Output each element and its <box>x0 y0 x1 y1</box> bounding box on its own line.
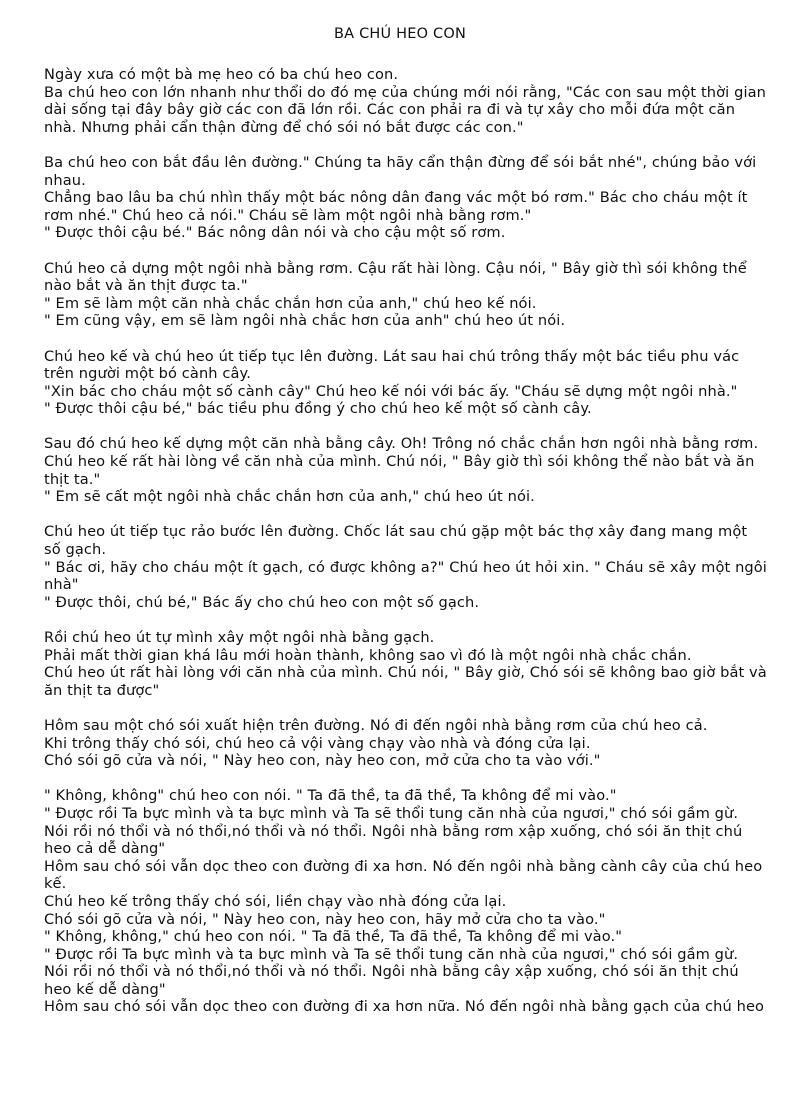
text-line: Hôm sau một chó sói xuất hiện trên đường. Nó đi đến ngôi nhà bằng rơm của chú heo cả. <box>44 716 708 734</box>
text-line: " Em sẽ làm một căn nhà chắc chắn hơn của anh," chú heo kế nói. <box>44 294 537 312</box>
text-line: " Không, không," chú heo con nói. " Ta đã thề, Ta đã thề, Ta không để mi vào." <box>44 928 623 946</box>
text-line: "Xin bác cho cháu một số cành cây" Chú heo kế nói với bác ấy. "Cháu sẽ dựng một ngôi nhà." <box>44 382 738 400</box>
story-paragraph <box>44 348 764 418</box>
text-line: " Em sẽ cất một ngôi nhà chắc chắn hơn của anh," chú heo út nói. <box>44 488 535 506</box>
story-paragraph <box>44 154 764 242</box>
text-line: Khi trông thấy chó sói, chú heo cả vội vàng chạy vào nhà và đóng cửa lại. <box>44 734 591 752</box>
text-line: heo kế dễ dàng" <box>44 980 166 998</box>
text-line: ăn thịt ta được" <box>44 681 160 699</box>
text-line: Ngày xưa có một bà mẹ heo có ba chú heo con. <box>44 66 399 83</box>
text-line: dài sống tại đây bây giờ các con đã lớn rồi. Các con phải ra đi và tự xây cho mỗi đứa một căn <box>44 101 736 119</box>
text-line: Chú heo kế trông thấy chó sói, liền chạy vào nhà đóng cửa lại. <box>44 892 507 910</box>
text-line: " Không, không" chú heo con nói. " Ta đã thề, ta đã thề, Ta không để mi vào." <box>44 787 617 805</box>
text-line: nào bắt và ăn thịt được ta." <box>44 277 248 295</box>
text-line: Chú heo út rất hài lòng với căn nhà của mình. Chú nói, " Bây giờ, Chó sói sẽ không bao giờ bắt và <box>44 664 767 682</box>
text-line: Nói rồi nó thổi và nó thổi,nó thổi và nó thổi. Ngôi nhà bằng rơm xập xuống, chó sói ăn thịt chú <box>44 822 743 840</box>
text-line: Sau đó chú heo kế dựng một căn nhà bằng cây. Oh! Trông nó chắc chắn hơn ngôi nhà bằng rơm. <box>44 435 759 453</box>
text-line: rơm nhé." Chú heo cả nói." Cháu sẽ làm một ngôi nhà bằng rơm." <box>44 206 532 224</box>
story-paragraph <box>44 435 764 505</box>
story-body <box>44 66 767 1034</box>
story-paragraph <box>44 523 767 611</box>
text-line: " Được thôi, chú bé," Bác ấy cho chú heo con một số gạch. <box>44 593 480 611</box>
text-line: " Được thôi cậu bé," bác tiều phu đồng ý cho chú heo kế một số cành cây. <box>44 400 592 418</box>
text-line: nhau. <box>44 171 86 189</box>
text-line: " Được thôi cậu bé." Bác nông dân nói và cho cậu một số rơm. <box>44 224 506 242</box>
text-line: " Bác ơi, hãy cho cháu một ít gạch, có được không a?" Chú heo út hỏi xin. " Cháu sẽ xây một ngôi <box>44 558 767 576</box>
text-line: nhà" <box>44 576 79 594</box>
text-line: " Được rồi Ta bực mình và ta bực mình và Ta sẽ thổi tung căn nhà của ngươi," chó sói gầm gừ. <box>44 804 739 822</box>
story-paragraph <box>44 66 764 136</box>
text-line: Phải mất thời gian khá lâu mới hoàn thành, không sao vì đó là một ngôi nhà chắc chắn. <box>44 646 692 664</box>
text-line: Hôm sau chó sói vẫn dọc theo con đường đi xa hơn nữa. Nó đến ngôi nhà bằng gạch của chú heo <box>44 998 765 1016</box>
text-line: Chú heo út tiếp tục rảo bước lên đường. Chốc lát sau chú gặp một bác thợ xây đang mang một <box>44 523 748 541</box>
text-line: " Em cũng vậy, em sẽ làm ngôi nhà chắc hơn của anh" chú heo út nói. <box>44 312 566 330</box>
text-line: Rồi chú heo út tự mình xây một ngôi nhà bằng gạch. <box>44 629 435 646</box>
story-paragraph <box>44 717 764 770</box>
text-line: số gạch. <box>44 541 107 559</box>
text-line: Chú heo kế rất hài lòng về căn nhà của mình. Chú nói, " Bây giờ thì sói không thể nào bắt và ăn <box>44 453 755 471</box>
text-line: kế. <box>44 875 67 893</box>
text-line: Chú heo cả dựng một ngôi nhà bằng rơm. Cậu rất hài lòng. Cậu nói, " Bây giờ thì sói không thể <box>44 259 747 277</box>
story-paragraph <box>44 629 767 699</box>
text-line: Chẳng bao lâu ba chú nhìn thấy một bác nông dân đang vác một bó rơm." Bác cho cháu một ít <box>44 189 748 207</box>
text-line: heo cả dễ dàng" <box>44 840 166 858</box>
text-line: Chó sói gõ cửa và nói, " Này heo con, này heo con, hãy mở cửa cho ta vào." <box>44 910 606 928</box>
story-paragraph <box>44 260 764 330</box>
text-line: " Được rồi Ta bực mình và ta bực mình và Ta sẽ thổi tung căn nhà của ngươi," chó sói gầm gừ. <box>44 945 739 963</box>
text-line: Chó sói gõ cửa và nói, " Này heo con, này heo con, mở cửa cho ta vào với." <box>44 752 601 770</box>
text-line: Ba chú heo con lớn nhanh như thổi do đó mẹ của chúng mới nói rằng, "Các con sau một thời gian <box>44 83 766 101</box>
document-title: BA CHÚ HEO CON <box>334 26 466 42</box>
text-line: Ba chú heo con bắt đầu lên đường." Chúng ta hãy cẩn thận đừng để sói bắt nhé", chúng bảo với <box>44 153 757 171</box>
text-line: Hôm sau chó sói vẫn dọc theo con đường đi xa hơn. Nó đến ngôi nhà bằng cành cây của chú heo <box>44 857 763 875</box>
text-line: Chú heo kế và chú heo út tiếp tục lên đường. Lát sau hai chú trông thấy một bác tiều phu vác <box>44 347 740 365</box>
text-line: nhà. Nhưng phải cẩn thận đừng để chó sói nó bắt được các con." <box>44 118 524 136</box>
text-line: thịt ta." <box>44 470 101 488</box>
story-paragraph <box>44 787 764 1016</box>
text-line: Nói rồi nó thổi và nó thổi,nó thổi và nó thổi. Ngôi nhà bằng cây xập xuống, chó sói ăn thịt chú <box>44 963 739 981</box>
text-line: trên người một bó cành cây. <box>44 365 251 383</box>
